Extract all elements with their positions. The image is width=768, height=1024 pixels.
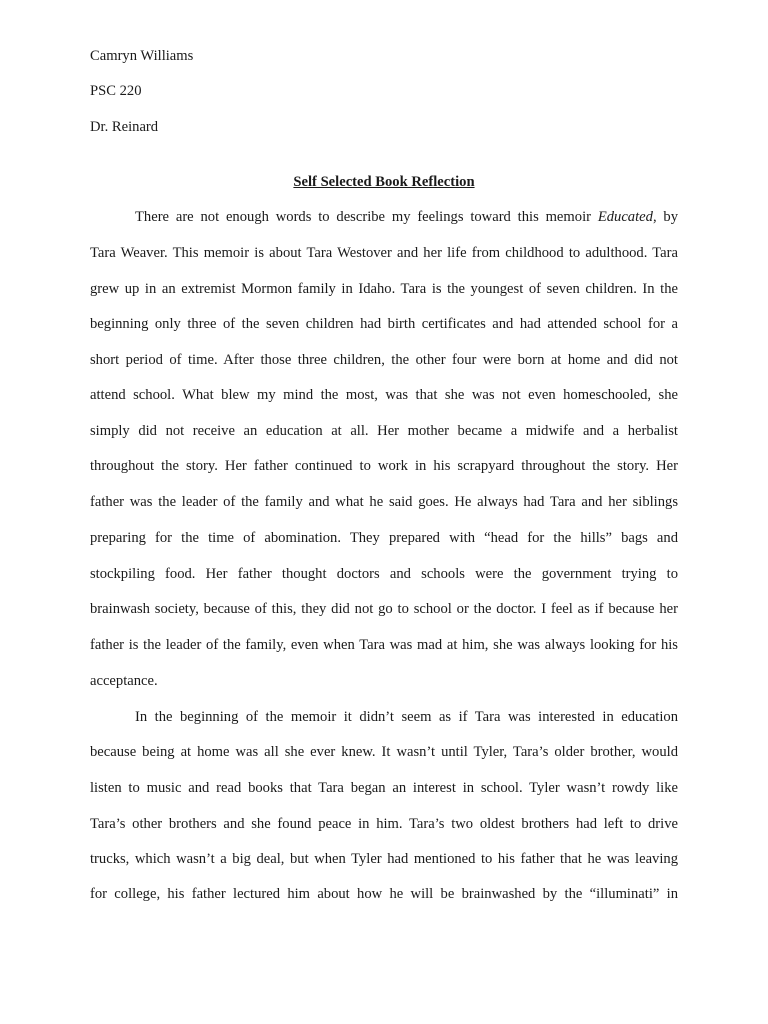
paragraph-line: grew up in an extremist Mormon family in Idaho. Tara is the youngest of seven children. In the (90, 281, 678, 297)
paragraph-line: Tara Weaver. This memoir is about Tara Westover and her life from childhood to adulthood. Tara (90, 245, 678, 261)
paragraph-line: beginning only three of the seven children had birth certificates and had attended school for a (90, 316, 678, 332)
paragraph-2-first-line: In the beginning of the memoir it didn’t seem as if Tara was interested in education (135, 709, 678, 725)
paragraph-line-last: acceptance. (90, 673, 158, 689)
course-code: PSC 220 (90, 83, 142, 99)
paragraph-line: brainwash society, because of this, they did not go to school or the doctor. I feel as if because her (90, 601, 678, 617)
student-name: Camryn Williams (90, 48, 194, 64)
paragraph-line: father is the leader of the family, even when Tara was mad at him, she was always looking for his (90, 637, 678, 653)
paragraph-line: father was the leader of the family and what he said goes. He always had Tara and her siblings (90, 494, 678, 510)
paragraph-line: attend school. What blew my mind the most, was that she was not even homeschooled, she (90, 387, 678, 403)
paragraph-line: because being at home was all she ever knew. It wasn’t until Tyler, Tara’s older brother, would (90, 744, 678, 760)
paragraph-line: for college, his father lectured him about how he will be brainwashed by the “illuminati” in (90, 886, 678, 902)
paragraph-1-first-line (135, 207, 678, 227)
text-span: , by (652, 209, 679, 225)
paragraph-line: short period of time. After those three children, the other four were born at home and did not (90, 352, 678, 368)
paragraph-line: Tara’s other brothers and she found peace in him. Tara’s two oldest brothers had left to drive (90, 816, 678, 832)
book-title-italic: Educated (597, 209, 653, 225)
paragraph-line: simply did not receive an education at all. Her mother became a midwife and a herbalist (90, 423, 678, 439)
paragraph-line: throughout the story. Her father continued to work in his scrapyard throughout the story. Her (90, 458, 678, 474)
paragraph-line: trucks, which wasn’t a big deal, but when Tyler had mentioned to his father that he was leaving (90, 851, 678, 867)
paragraph-line: preparing for the time of abomination. They prepared with “head for the hills” bags and (90, 530, 678, 546)
instructor-name: Dr. Reinard (90, 119, 159, 135)
text-span: There are not enough words to describe my feelings toward this memoir (135, 209, 598, 225)
document-title: Self Selected Book Reflection (293, 174, 475, 190)
paragraph-line: listen to music and read books that Tara began an interest in school. Tyler wasn’t rowdy like (90, 780, 678, 796)
paragraph-line: stockpiling food. Her father thought doctors and schools were the government trying to (90, 566, 678, 582)
